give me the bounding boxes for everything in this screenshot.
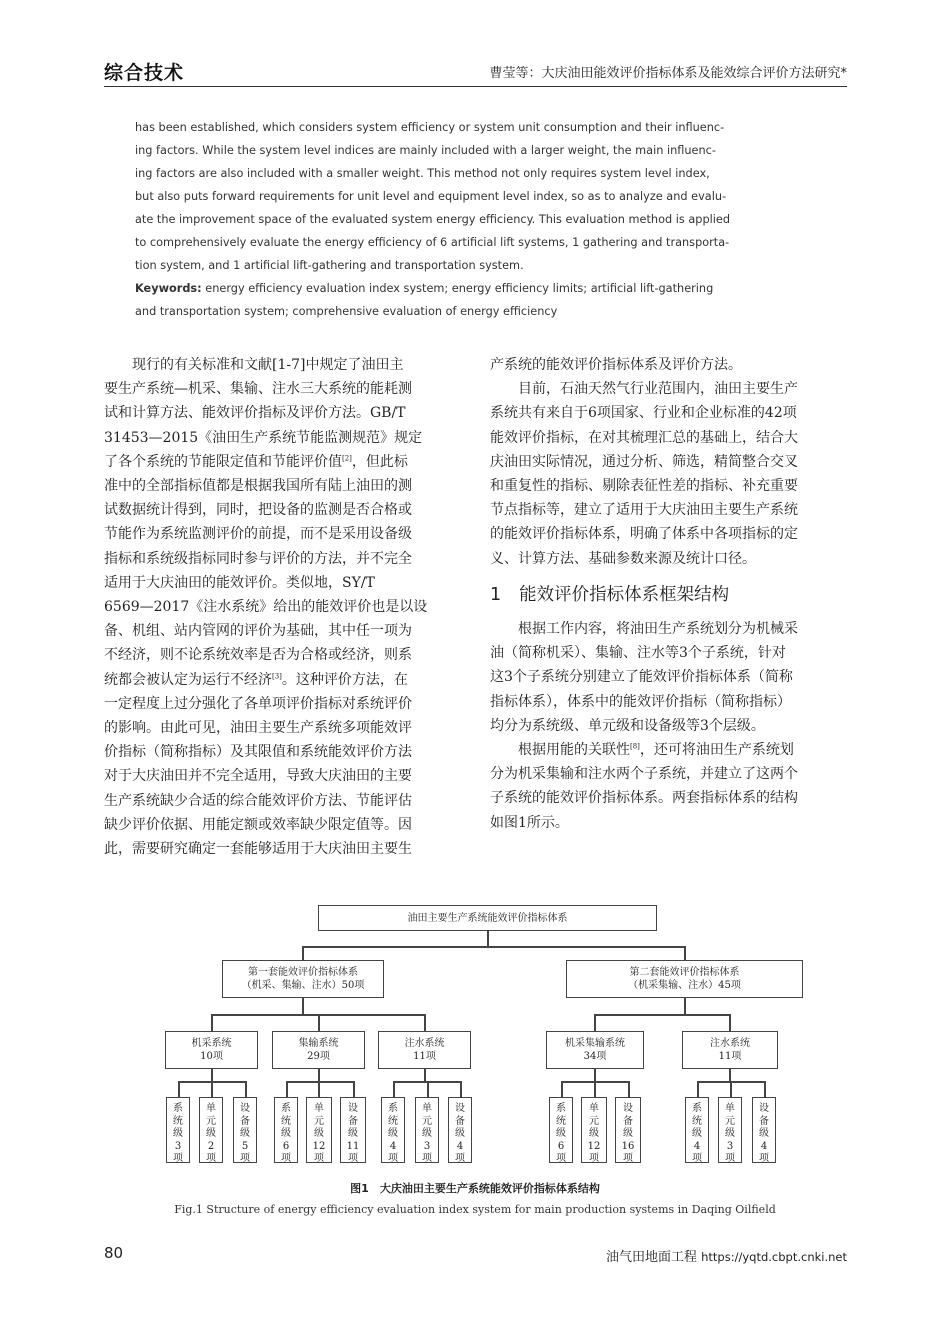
citation: [8] bbox=[630, 742, 640, 751]
leaf-equipment-level: 设 备 级 16 项 bbox=[615, 1097, 641, 1163]
running-title: 曹莹等：大庆油田能效评价指标体系及能效综合评价方法研究* bbox=[489, 66, 847, 81]
body-line: 分为机采集输和注水两个子系统，并建立了这两个 bbox=[490, 766, 798, 783]
body-line: 指标体系），体系中的能效评价指标（简称指标） bbox=[490, 693, 791, 710]
connector bbox=[594, 1014, 730, 1016]
leaf-unit-level: 单 元 级 3 项 bbox=[415, 1097, 439, 1163]
body-line: 生产系统缺少合适的综合能效评价方法、节能评估 bbox=[104, 792, 412, 809]
subsystem-node bbox=[682, 1031, 778, 1069]
body-line: 能效评价指标，在对其梳理汇总的基础上，结合大 bbox=[490, 429, 798, 446]
figure-caption-en: Fig.1 Structure of energy efficiency evaluation index system for main production systems in Daqing Oilfield bbox=[174, 1203, 776, 1216]
connector bbox=[353, 1081, 355, 1097]
journal-footer bbox=[606, 1246, 847, 1265]
subsystem-count: 11项 bbox=[718, 1051, 742, 1062]
leaf-equipment-level: 设 备 级 5 项 bbox=[233, 1097, 257, 1163]
body-line: 31453—2015《油田生产系统节能监测规范》规定 bbox=[104, 429, 423, 446]
connector bbox=[302, 946, 685, 948]
keywords-label: Keywords: bbox=[135, 282, 202, 295]
subsystem-node bbox=[378, 1031, 471, 1069]
connector bbox=[684, 946, 686, 960]
body-line: 价指标（简称指标）及其限值和系统能效评价方法 bbox=[104, 744, 412, 761]
keywords-text: energy efficiency evaluation index system; energy efficiency limits; artificial lift-gathering bbox=[201, 282, 714, 295]
abstract-line: ate the improvement space of the evaluated system energy efficiency. This evaluation method is applied bbox=[135, 213, 731, 226]
connector bbox=[487, 931, 489, 947]
body-line: 此，需要研究确定一套能够适用于大庆油田主要生 bbox=[104, 841, 412, 858]
body-line: 节点指标等，建立了适用于大庆油田主要生产系统 bbox=[490, 502, 798, 519]
body-line: 义、计算方法、基础参数来源及统计口径。 bbox=[490, 550, 756, 567]
page-number: 80 bbox=[104, 1244, 124, 1262]
section-heading bbox=[490, 583, 846, 607]
connector bbox=[318, 1014, 320, 1031]
connector bbox=[318, 1081, 320, 1097]
body-line: 产系统的能效评价指标体系及评价方法。 bbox=[490, 357, 742, 373]
body-text: ，还可将油田生产系统划 bbox=[639, 742, 794, 759]
body-text: ，但此标 bbox=[351, 453, 408, 470]
body-line: 一定程度上过分强化了各单项评价指标对系统评价 bbox=[104, 695, 412, 712]
connector bbox=[594, 1081, 596, 1097]
subsystem-node bbox=[165, 1031, 258, 1069]
abstract-line: ing factors are also included with a smaller weight. This method not only requires system level index, bbox=[135, 167, 710, 180]
leaf-equipment-level: 设 备 级 4 项 bbox=[448, 1097, 472, 1163]
connector bbox=[594, 1069, 596, 1082]
leaf-system-level: 系 统 级 4 项 bbox=[685, 1097, 709, 1163]
body-line: 如图1所示。 bbox=[490, 814, 569, 831]
body-column-left bbox=[104, 353, 460, 861]
body-line: 系统共有来自于6项国家、行业和企业标准的42项 bbox=[490, 405, 797, 422]
body-line: 子系统的能效评价指标体系。两套指标体系的结构 bbox=[490, 790, 798, 807]
connector bbox=[211, 1014, 213, 1031]
abstract-line: to comprehensively evaluate the energy efficiency of 6 artificial lift systems, 1 gathering and transporta- bbox=[135, 236, 730, 249]
leaf-unit-level: 单 元 级 12 项 bbox=[306, 1097, 332, 1163]
body-text: 了各个系统的节能限定值和节能评价值 bbox=[104, 453, 342, 470]
journal-name: 油气田地面工程 bbox=[605, 1250, 697, 1265]
body-line: 根据工作内容，将油田生产系统划分为机械采 bbox=[490, 621, 798, 638]
body-line: 目前，石油天然气行业范围内，油田主要生产 bbox=[490, 381, 798, 398]
abstract bbox=[135, 116, 815, 323]
journal-url[interactable]: https://yqtd.cbpt.cnki.net bbox=[701, 1250, 847, 1264]
abstract-line: ing factors. While the system level indices are mainly included with a larger weight, the main influenc- bbox=[135, 144, 716, 157]
leaf-system-level: 系 统 级 6 项 bbox=[274, 1097, 298, 1163]
body-line: 备、机组、站内管网的评价为基础，其中任一项为 bbox=[104, 623, 412, 640]
connector bbox=[460, 1081, 462, 1097]
set-title: 第二套能效评价指标体系 bbox=[629, 967, 740, 978]
section-number: 1 bbox=[490, 584, 502, 605]
abstract-line: tion system, and 1 artificial lift-gathering and transportation system. bbox=[135, 259, 524, 272]
body-line: 试数据统计得到，同时，把设备的监测是否合格或 bbox=[104, 502, 412, 519]
abstract-line: has been established, which considers system efficiency or system unit consumption and their influenc- bbox=[135, 121, 725, 134]
abstract-line: but also puts forward requirements for unit level and equipment level index, so as to analyze and evalu- bbox=[135, 190, 727, 203]
subsystem-name: 集输系统 bbox=[298, 1038, 339, 1049]
connector bbox=[178, 1081, 246, 1083]
section-label: 综合技术 bbox=[104, 62, 185, 84]
connector bbox=[628, 1081, 630, 1097]
body-line: 油（简称机采）、集输、注水等3个子系统，针对 bbox=[490, 645, 786, 662]
leaf-system-level: 系 统 级 6 项 bbox=[549, 1097, 573, 1163]
connector bbox=[393, 1081, 395, 1097]
subsystem-count: 29项 bbox=[307, 1051, 330, 1062]
body-text: 统都会被认定为运行不经济 bbox=[104, 671, 272, 688]
connector bbox=[424, 1014, 426, 1031]
body-line: 对于大庆油田并不完全适用，导致大庆油田的主要 bbox=[104, 768, 412, 785]
subsystem-count: 34项 bbox=[583, 1051, 607, 1062]
body-line: 缺少评价依据、用能定额或效率缺少限定值等。因 bbox=[104, 816, 412, 833]
connector bbox=[211, 1081, 213, 1097]
body-line bbox=[490, 738, 846, 762]
connector bbox=[393, 1081, 461, 1083]
connector bbox=[594, 1014, 596, 1031]
body-line: 现行的有关标准和文献[1-7]中规定了油田主 bbox=[104, 357, 404, 373]
connector bbox=[561, 1081, 629, 1083]
body-line: 准中的全部指标值都是根据我国所有陆上油田的测 bbox=[104, 478, 412, 495]
subsystem-node bbox=[546, 1031, 644, 1069]
leaf-equipment-level: 设 备 级 11 项 bbox=[340, 1097, 366, 1163]
connector bbox=[561, 1081, 563, 1097]
body-line: 的影响。由此可见，油田主要生产系统多项能效评 bbox=[104, 720, 412, 737]
index-set-1 bbox=[222, 960, 384, 998]
body-text: 根据用能的关联性 bbox=[490, 742, 630, 759]
body-line: 的能效评价指标体系，明确了体系中各项指标的定 bbox=[490, 526, 798, 543]
figure-caption-cn: 图1 大庆油田主要生产系统能效评价指标体系结构 bbox=[350, 1182, 600, 1195]
set-scope: （机采、集输、注水）50项 bbox=[241, 980, 365, 991]
body-line: 和重复性的指标、剔除表征性差的指标、补充重要 bbox=[490, 478, 798, 495]
connector bbox=[302, 998, 304, 1014]
body-line bbox=[104, 668, 460, 692]
body-line bbox=[104, 450, 460, 474]
citation: [3] bbox=[272, 671, 282, 680]
index-set-2 bbox=[566, 960, 803, 998]
body-line: 要生产系统—机采、集输、注水三大系统的能耗测 bbox=[104, 381, 412, 398]
connector bbox=[424, 1069, 426, 1082]
subsystem-name: 机采集输系统 bbox=[565, 1038, 625, 1049]
leaf-system-level: 系 统 级 3 项 bbox=[166, 1097, 190, 1163]
root-node: 油田主要生产系统能效评价指标体系 bbox=[318, 905, 657, 931]
body-line: 适用于大庆油田的能效评价。类似地，SY/T bbox=[104, 574, 375, 591]
body-column-right bbox=[490, 353, 846, 835]
body-line: 不经济，则不论系统效率是否为合格或经济，则系 bbox=[104, 647, 412, 664]
connector bbox=[764, 1081, 766, 1097]
leaf-system-level: 系 统 级 4 项 bbox=[381, 1097, 405, 1163]
connector bbox=[211, 1069, 213, 1082]
connector bbox=[729, 1069, 731, 1082]
body-line: 庆油田实际情况，通过分析、筛选，精简整合交叉 bbox=[490, 453, 798, 470]
connector bbox=[211, 1014, 424, 1016]
body-line: 均分为系统级、单元级和设备级等3个层级。 bbox=[490, 717, 765, 734]
connector bbox=[286, 1081, 288, 1097]
set-scope: （机采集输、注水）45项 bbox=[628, 980, 741, 991]
connector bbox=[286, 1081, 354, 1083]
connector bbox=[302, 946, 304, 960]
body-line: 指标和系统级指标同时参与评价的方法，并不完全 bbox=[104, 550, 412, 567]
connector bbox=[697, 1081, 765, 1083]
leaf-equipment-level: 设 备 级 4 项 bbox=[752, 1097, 776, 1163]
body-line: 这3个子系统分别建立了能效评价指标体系（简称 bbox=[490, 669, 793, 686]
keywords-line: and transportation system; comprehensive evaluation of energy efficiency bbox=[135, 305, 558, 318]
subsystem-node bbox=[272, 1031, 365, 1069]
body-line: 试和计算方法、能效评价指标及评价方法。GB/T bbox=[104, 405, 406, 422]
connector bbox=[427, 1081, 429, 1097]
connector bbox=[697, 1081, 699, 1097]
connector bbox=[245, 1081, 247, 1097]
subsystem-name: 注水系统 bbox=[710, 1038, 750, 1049]
leaf-unit-level: 单 元 级 2 项 bbox=[199, 1097, 223, 1163]
subsystem-count: 10项 bbox=[200, 1051, 223, 1062]
leaf-unit-level: 单 元 级 12 项 bbox=[581, 1097, 607, 1163]
connector bbox=[178, 1081, 180, 1097]
keywords-line bbox=[135, 277, 815, 300]
body-text: 。这种评价方法，在 bbox=[281, 671, 408, 688]
body-line: 节能作为系统监测评价的前提，而不是采用设备级 bbox=[104, 526, 412, 543]
leaf-unit-level: 单 元 级 3 项 bbox=[718, 1097, 742, 1163]
section-title: 能效评价指标体系框架结构 bbox=[519, 584, 730, 605]
body-line: 6569—2017《注水系统》给出的能效评价也是以设 bbox=[104, 599, 428, 616]
subsystem-name: 注水系统 bbox=[404, 1038, 445, 1049]
subsystem-name: 机采系统 bbox=[191, 1038, 232, 1049]
connector bbox=[729, 1014, 731, 1031]
connector bbox=[684, 998, 686, 1014]
header-rule bbox=[104, 86, 847, 87]
connector bbox=[730, 1081, 732, 1097]
citation: [2] bbox=[342, 454, 352, 463]
set-title: 第一套能效评价指标体系 bbox=[248, 967, 358, 978]
subsystem-count: 11项 bbox=[413, 1051, 436, 1062]
connector bbox=[318, 1069, 320, 1082]
